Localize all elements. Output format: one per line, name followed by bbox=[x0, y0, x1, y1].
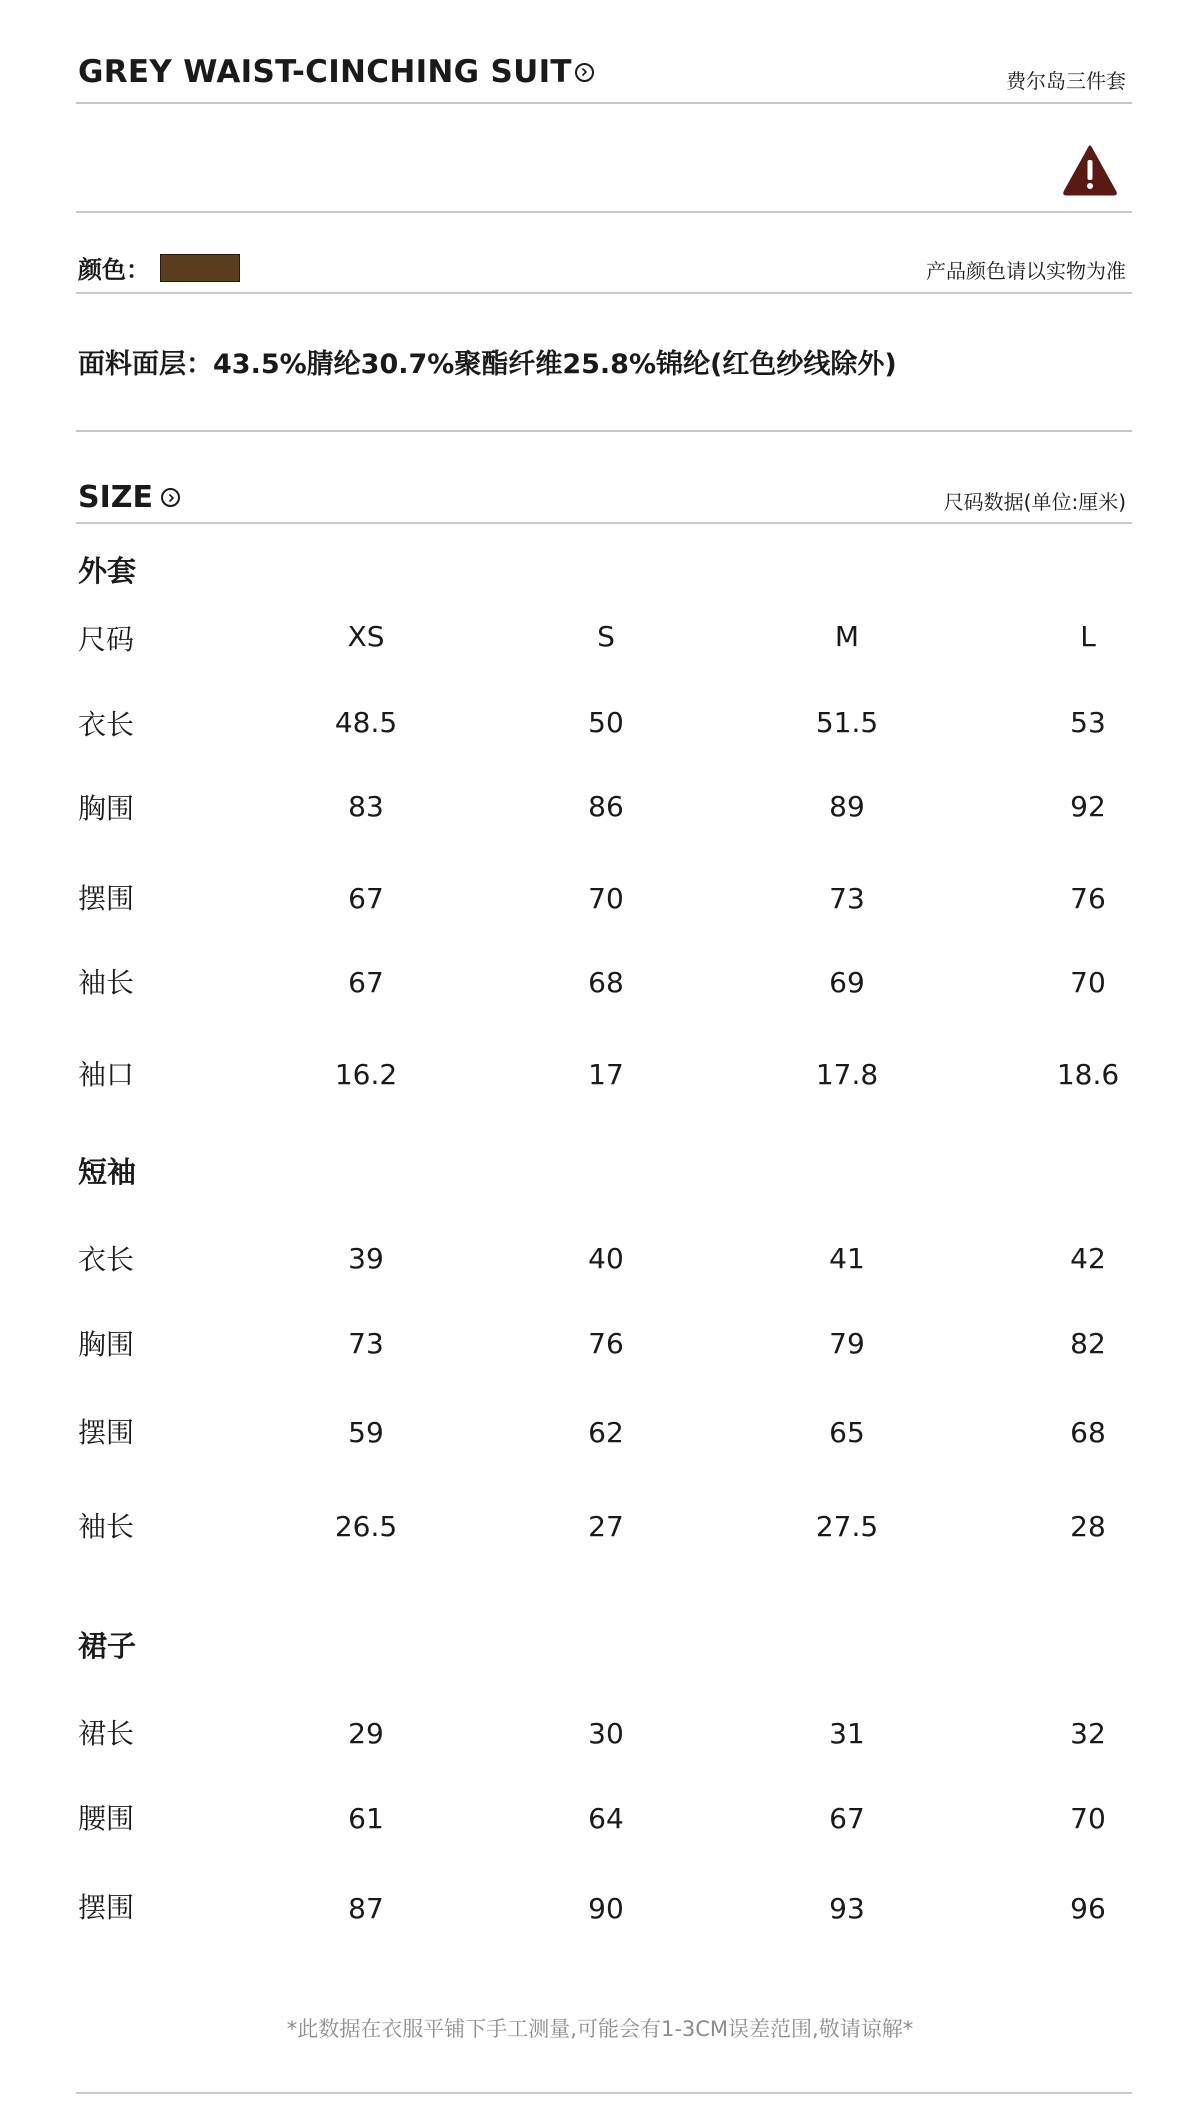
row-label: 衣长 bbox=[78, 708, 135, 741]
color-label: 颜色： bbox=[78, 256, 150, 284]
divider bbox=[76, 211, 1132, 213]
table-cell: 70 bbox=[1070, 1802, 1106, 1835]
table-cell: 32 bbox=[1070, 1717, 1106, 1750]
table-cell: 67 bbox=[348, 882, 384, 915]
table-cell: 18.6 bbox=[1056, 1058, 1120, 1091]
row-label: 袖长 bbox=[78, 1510, 135, 1543]
size-header-cell: M bbox=[834, 620, 860, 653]
divider bbox=[76, 522, 1132, 524]
table-cell: 40 bbox=[588, 1242, 624, 1275]
table-cell: 68 bbox=[588, 966, 624, 999]
table-cell: 92 bbox=[1070, 790, 1106, 823]
size-unit-note: 尺码数据(单位:厘米) bbox=[943, 490, 1126, 514]
section-title: 短袖 bbox=[78, 1155, 137, 1189]
table-cell: 17 bbox=[588, 1058, 624, 1091]
color-row bbox=[78, 250, 240, 285]
row-label: 袖口 bbox=[78, 1058, 135, 1091]
table-cell: 17.8 bbox=[815, 1058, 879, 1091]
table-cell: 79 bbox=[829, 1327, 865, 1360]
table-cell: 73 bbox=[829, 882, 865, 915]
table-cell: 27.5 bbox=[815, 1510, 879, 1543]
table-cell: 96 bbox=[1070, 1892, 1106, 1925]
section-title: 外套 bbox=[78, 554, 137, 588]
section-title: 裙子 bbox=[78, 1629, 137, 1663]
table-cell: 76 bbox=[1070, 882, 1106, 915]
table-cell: 76 bbox=[588, 1327, 624, 1360]
table-cell: 82 bbox=[1070, 1327, 1106, 1360]
table-cell: 89 bbox=[829, 790, 865, 823]
table-cell: 70 bbox=[1070, 966, 1106, 999]
size-header-cell: L bbox=[1080, 620, 1096, 653]
color-note: 产品颜色请以实物为准 bbox=[926, 259, 1126, 283]
divider bbox=[76, 102, 1132, 104]
table-cell: 39 bbox=[348, 1242, 384, 1275]
size-title-text: SIZE bbox=[78, 480, 154, 515]
table-cell: 64 bbox=[588, 1802, 624, 1835]
table-cell: 41 bbox=[829, 1242, 865, 1275]
row-label: 胸围 bbox=[78, 1328, 135, 1361]
row-label: 腰围 bbox=[78, 1802, 135, 1835]
table-cell: 59 bbox=[348, 1416, 384, 1449]
warning-triangle-icon bbox=[1062, 144, 1118, 196]
row-label: 衣长 bbox=[78, 1243, 135, 1276]
table-cell: 16.2 bbox=[334, 1058, 398, 1091]
chevron-right-circle-icon[interactable] bbox=[161, 488, 180, 507]
table-cell: 68 bbox=[1070, 1416, 1106, 1449]
table-cell: 27 bbox=[588, 1510, 624, 1543]
row-label: 胸围 bbox=[78, 792, 135, 825]
table-cell: 93 bbox=[829, 1892, 865, 1925]
divider bbox=[76, 292, 1132, 294]
table-cell: 28 bbox=[1070, 1510, 1106, 1543]
divider bbox=[76, 2092, 1132, 2094]
fabric-composition: 面料面层：43.5%腈纶30.7%聚酯纤维25.8%锦纶(红色纱线除外) bbox=[78, 349, 897, 380]
color-swatch[interactable] bbox=[160, 254, 240, 282]
table-cell: 50 bbox=[588, 706, 624, 739]
table-cell: 61 bbox=[348, 1802, 384, 1835]
table-cell: 83 bbox=[348, 790, 384, 823]
table-cell: 86 bbox=[588, 790, 624, 823]
size-label-header: 尺码 bbox=[78, 623, 135, 656]
product-title bbox=[78, 54, 594, 90]
divider bbox=[76, 430, 1132, 432]
table-cell: 42 bbox=[1070, 1242, 1106, 1275]
table-cell: 53 bbox=[1070, 706, 1106, 739]
table-cell: 62 bbox=[588, 1416, 624, 1449]
row-label: 摆围 bbox=[78, 882, 135, 915]
table-cell: 67 bbox=[348, 966, 384, 999]
table-cell: 70 bbox=[588, 882, 624, 915]
row-label: 裙长 bbox=[78, 1717, 135, 1750]
table-cell: 30 bbox=[588, 1717, 624, 1750]
row-label: 摆围 bbox=[78, 1891, 135, 1924]
size-header-cell: S bbox=[597, 620, 615, 653]
product-title-text: GREY WAIST-CINCHING SUIT bbox=[78, 54, 572, 90]
table-cell: 67 bbox=[829, 1802, 865, 1835]
table-cell: 51.5 bbox=[815, 706, 879, 739]
table-cell: 69 bbox=[829, 966, 865, 999]
size-header-cell: XS bbox=[347, 620, 385, 653]
product-subtitle: 费尔岛三件套 bbox=[1006, 69, 1126, 93]
table-cell: 65 bbox=[829, 1416, 865, 1449]
row-label: 袖长 bbox=[78, 966, 135, 999]
table-cell: 87 bbox=[348, 1892, 384, 1925]
table-cell: 26.5 bbox=[334, 1510, 398, 1543]
row-label: 摆围 bbox=[78, 1416, 135, 1449]
footnote: *此数据在衣服平铺下手工测量,可能会有1-3CM误差范围,敬请谅解* bbox=[286, 2017, 914, 2041]
table-cell: 73 bbox=[348, 1327, 384, 1360]
chevron-right-circle-icon[interactable] bbox=[575, 63, 594, 82]
table-cell: 31 bbox=[829, 1717, 865, 1750]
table-cell: 90 bbox=[588, 1892, 624, 1925]
table-cell: 29 bbox=[348, 1717, 384, 1750]
table-cell: 48.5 bbox=[334, 706, 398, 739]
size-title bbox=[78, 480, 180, 515]
